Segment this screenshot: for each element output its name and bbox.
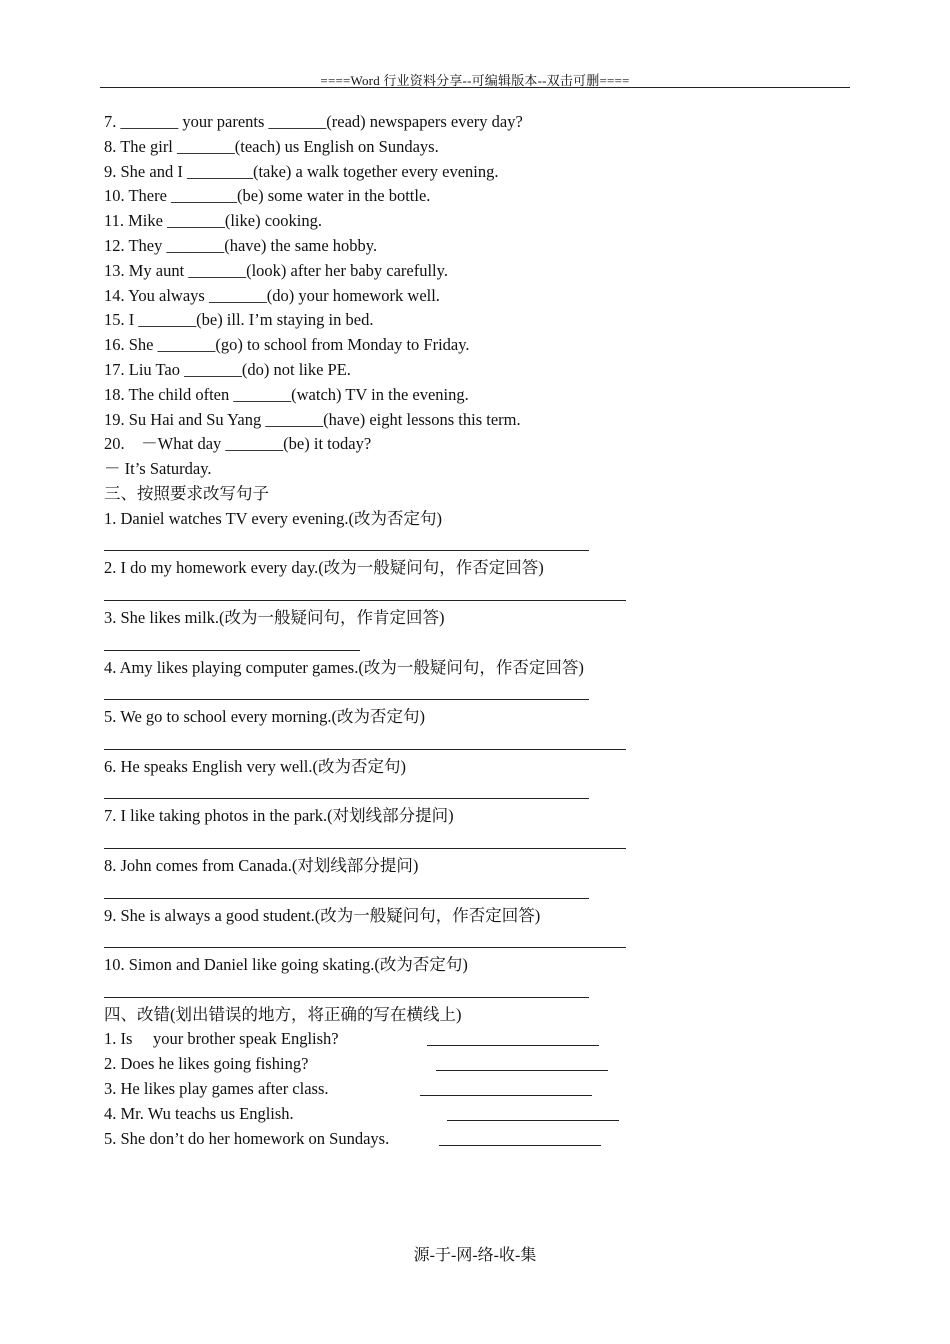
exercise-item: 17. Liu Tao _______(do) not like PE. <box>104 359 351 379</box>
exercise-item: 8. The girl _______(teach) us English on Sundays. <box>104 136 439 156</box>
exercise-item: 14. You always _______(do) your homework well. <box>104 285 440 305</box>
exercise-item: 19. Su Hai and Su Yang _______(have) eight lessons this term. <box>104 409 521 429</box>
section-4-list <box>104 1027 844 1151</box>
exercise-item: 20. －What day _______(be) it today? <box>104 434 372 454</box>
rewrite-item: 6. He speaks English very well.(改为否定句) <box>104 756 406 776</box>
exercise-item: 16. She _______(go) to school from Monday to Friday. <box>104 335 470 355</box>
rewrite-item: 7. I like taking photos in the park.(对划线部分提问) <box>104 806 454 826</box>
correction-sentence: 1. Is your brother speak English? <box>104 1029 339 1049</box>
answer-line[interactable] <box>104 581 844 606</box>
exercise-item: 13. My aunt _______(look) after her baby carefully. <box>104 260 448 280</box>
rewrite-item: 1. Daniel watches TV every evening.(改为否定句) <box>104 508 443 528</box>
correction-item <box>104 1027 844 1052</box>
correction-answer-line[interactable] <box>439 1145 601 1146</box>
section-3-title: 三、按照要求改写句子 <box>104 483 269 503</box>
correction-item <box>104 1102 844 1127</box>
correction-answer-line[interactable] <box>427 1045 599 1046</box>
rewrite-item: 8. John comes from Canada.(对划线部分提问) <box>104 855 419 875</box>
answer-line[interactable] <box>104 879 844 904</box>
exercise-item: 12. They _______(have) the same hobby. <box>104 235 378 255</box>
answer-line[interactable] <box>104 680 844 705</box>
rewrite-item: 10. Simon and Daniel like going skating.(改为否定句) <box>104 955 468 975</box>
correction-sentence: 4. Mr. Wu teachs us English. <box>104 1103 294 1123</box>
answer-line[interactable] <box>104 631 844 656</box>
exercise-item: 15. I _______(be) ill. I’m staying in bed. <box>104 310 374 330</box>
rewrite-item: 5. We go to school every morning.(改为否定句) <box>104 707 425 727</box>
section-2-list <box>104 110 844 482</box>
rewrite-item: 3. She likes milk.(改为一般疑问句，作肯定回答) <box>104 607 445 627</box>
exercise-item: 18. The child often _______(watch) TV in the evening. <box>104 384 469 404</box>
correction-answer-line[interactable] <box>447 1120 619 1121</box>
answer-line[interactable] <box>104 829 844 854</box>
worksheet-content <box>104 110 844 1151</box>
answer-line[interactable] <box>104 730 844 755</box>
answer-line[interactable] <box>104 928 844 953</box>
exercise-item: 9. She and I ________(take) a walk together every evening. <box>104 161 499 181</box>
rewrite-item: 4. Amy likes playing computer games.(改为一般疑问句，作否定回答) <box>104 657 584 677</box>
answer-line[interactable] <box>104 532 844 557</box>
page-header: ====Word 行业资料分享--可编辑版本--双击可删==== <box>320 73 630 88</box>
answer-line[interactable] <box>104 978 844 1003</box>
correction-item <box>104 1052 844 1077</box>
exercise-item: 10. There ________(be) some water in the bottle. <box>104 186 431 206</box>
correction-sentence: 2. Does he likes going fishing? <box>104 1054 309 1074</box>
correction-sentence: 5. She don’t do her homework on Sundays. <box>104 1128 390 1148</box>
answer-line[interactable] <box>104 780 844 805</box>
correction-item <box>104 1127 844 1152</box>
correction-answer-line[interactable] <box>420 1095 592 1096</box>
correction-item <box>104 1077 844 1102</box>
header-divider <box>100 87 850 88</box>
exercise-item: 11. Mike _______(like) cooking. <box>104 211 322 231</box>
page-footer: 源-于-网-络-收-集 <box>413 1247 537 1264</box>
correction-answer-line[interactable] <box>436 1070 608 1071</box>
section-4-title: 四、改错(划出错误的地方，将正确的写在横线上) <box>104 1004 462 1024</box>
exercise-item: 7. _______ your parents _______(read) newspapers every day? <box>104 112 523 131</box>
correction-sentence: 3. He likes play games after class. <box>104 1079 329 1099</box>
rewrite-item: 9. She is always a good student.(改为一般疑问句，作否定回答) <box>104 905 541 925</box>
section-3-list <box>104 507 844 1003</box>
rewrite-item: 2. I do my homework every day.(改为一般疑问句，作否定回答) <box>104 558 544 578</box>
exercise-item: － It’s Saturday. <box>104 459 212 479</box>
